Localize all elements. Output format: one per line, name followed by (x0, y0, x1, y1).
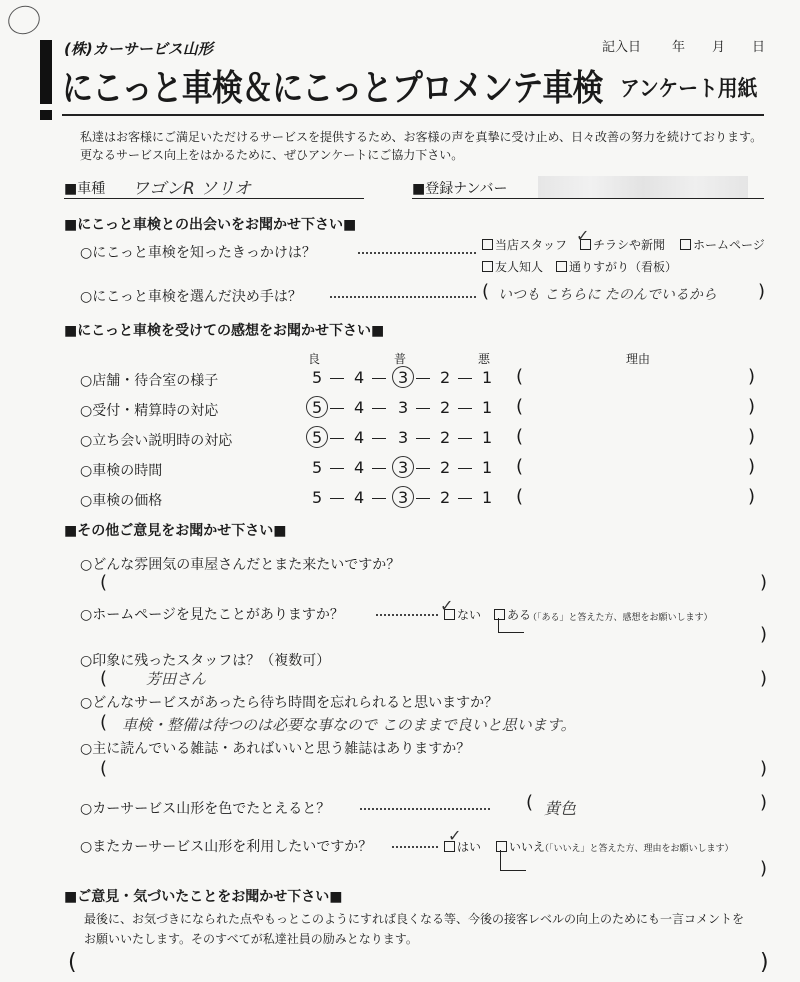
rating-option-5[interactable]: 5 (312, 398, 323, 417)
exclamation-bar-icon (40, 40, 52, 104)
rating-option-4[interactable]: 4 (354, 398, 365, 417)
paren-close: ) (748, 396, 756, 417)
bracket-line (498, 632, 524, 633)
selected-rating-circle (392, 456, 414, 478)
scale-label-bad: 悪 (478, 352, 491, 366)
rating-option-1[interactable]: 1 (482, 488, 493, 507)
q-wait-service: ○どんなサービスがあったら待ち時間を忘れられると思いますか？ (80, 695, 499, 711)
dot-leader (360, 808, 490, 810)
section3-heading: ■その他ご意見をお聞かせ下さい■ (64, 523, 287, 539)
reuse-option-yes[interactable]: はい (444, 838, 481, 855)
page-title: にこっと車検＆にこっとプロメンテ車検 (62, 68, 603, 109)
check-mark: ✓ (576, 226, 590, 245)
check-mark: ✓ (448, 826, 462, 845)
rating-option-2[interactable]: 2 (440, 488, 451, 507)
dot-leader (392, 846, 438, 848)
paren-close: ) (748, 366, 756, 387)
paren-open: ( (100, 572, 108, 593)
scale-dash (458, 408, 472, 409)
pen-circle-mark (4, 1, 44, 38)
paren-close: ) (760, 668, 768, 689)
plate-underline (412, 198, 764, 199)
color-answer[interactable]: 黄色 (544, 799, 577, 818)
section1-heading: ■にこっと車検との出会いをお聞かせ下さい■ (64, 217, 357, 233)
dot-leader (358, 252, 476, 254)
rating-option-5[interactable]: 5 (312, 368, 323, 387)
reuse-option-no[interactable]: いいえ (496, 838, 545, 855)
scale-dash (416, 498, 430, 499)
paren-open: ( (100, 668, 108, 689)
paren-open: ( (516, 426, 524, 447)
scale-dash (372, 468, 386, 469)
scale-dash (458, 468, 472, 469)
rating-item-label: ○車検の時間 (80, 463, 163, 479)
rating-option-2[interactable]: 2 (440, 398, 451, 417)
month-label: 月 (712, 40, 726, 55)
q-reuse: ○またカーサービス山形を利用したいですか？ (80, 839, 373, 855)
paren-close: ) (760, 792, 768, 813)
scale-dash (330, 408, 344, 409)
rating-item-label: ○車検の価格 (80, 493, 163, 509)
option-passing[interactable]: 通りすがり（看板） (556, 258, 677, 275)
scale-dash (416, 378, 430, 379)
rating-option-1[interactable]: 1 (482, 398, 493, 417)
scale-dash (330, 468, 344, 469)
scale-dash (330, 378, 344, 379)
rating-item-label: ○受付・精算時の対応 (80, 403, 219, 419)
paren-open: ( (526, 792, 534, 813)
dot-leader (330, 296, 476, 298)
paren-open: ( (482, 281, 490, 302)
paren-close: ) (748, 486, 756, 507)
scale-dash (416, 408, 430, 409)
staff-answer[interactable]: 芳田さん (146, 670, 207, 688)
rating-option-2[interactable]: 2 (440, 458, 451, 477)
rating-option-4[interactable]: 4 (354, 368, 365, 387)
scale-dash (458, 438, 472, 439)
exclamation-dot-icon (40, 110, 52, 120)
scale-dash (416, 468, 430, 469)
q-homepage: ○ホームページを見たことがありますか？ (80, 607, 344, 623)
section2-heading: ■にこっと車検を受けての感想をお聞かせ下さい■ (64, 323, 385, 339)
bracket-line (500, 870, 526, 871)
scale-dash (330, 438, 344, 439)
rating-option-1[interactable]: 1 (482, 368, 493, 387)
selected-rating-circle (306, 426, 328, 448)
rating-item-label: ○店舗・待合室の様子 (80, 373, 219, 389)
rating-option-5[interactable]: 5 (312, 428, 323, 447)
bracket-line (500, 850, 502, 870)
paren-open: ( (100, 758, 108, 779)
rating-option-2[interactable]: 2 (440, 368, 451, 387)
rating-option-4[interactable]: 4 (354, 458, 365, 477)
rating-option-1[interactable]: 1 (482, 458, 493, 477)
paren-close: ) (748, 456, 756, 477)
deciding-factor-answer[interactable]: いつも こちらに たのんでいるから (498, 287, 717, 303)
homepage-option-no[interactable]: ない (444, 606, 481, 623)
check-mark: ✓ (440, 596, 454, 615)
rating-option-3[interactable]: 3 (398, 458, 409, 477)
dot-leader (376, 614, 438, 616)
paren-close: ) (760, 758, 768, 779)
selected-rating-circle (392, 486, 414, 508)
scale-dash (372, 438, 386, 439)
option-friend[interactable]: 友人知人 (482, 258, 543, 275)
paren-close: ) (760, 858, 768, 879)
page-subtitle: アンケート用紙 (620, 77, 758, 102)
rating-option-3[interactable]: 3 (398, 398, 409, 417)
rating-option-1[interactable]: 1 (482, 428, 493, 447)
year-label: 年 (672, 40, 686, 55)
scale-dash (372, 498, 386, 499)
paren-open: ( (68, 950, 77, 975)
q-color: ○カーサービス山形を色でたとえると？ (80, 801, 331, 817)
vehicle-type-label: ■車種 (64, 181, 106, 197)
option-staff[interactable]: 当店スタッフ (482, 236, 567, 253)
rating-option-5[interactable]: 5 (312, 488, 323, 507)
scale-label-reason: 理由 (626, 352, 651, 366)
q-staff: ○印象に残ったスタッフは？（複数可） (80, 653, 331, 669)
rating-option-3[interactable]: 3 (398, 368, 409, 387)
day-label: 日 (752, 40, 766, 55)
paren-open: ( (516, 486, 524, 507)
scale-dash (372, 408, 386, 409)
intro-line-2: 更なるサービス向上をはかるために、ぜひアンケートにご協力下さい。 (80, 148, 464, 162)
rating-option-2[interactable]: 2 (440, 428, 451, 447)
paren-close: ) (748, 426, 756, 447)
wait-service-answer[interactable]: 車検・整備は待つのは必要な事なので このままで良いと思います。 (122, 716, 576, 734)
paren-open: ( (100, 712, 108, 733)
rating-option-3[interactable]: 3 (398, 488, 409, 507)
reuse-note: （「いいえ」と答えた方、理由をお願いします） (540, 844, 734, 854)
rating-option-3[interactable]: 3 (398, 428, 409, 447)
q-how-found: ○にこっと車検を知ったきっかけは？ (80, 245, 316, 261)
rating-item-label: ○立ち会い説明時の対応 (80, 433, 233, 449)
homepage-option-yes[interactable]: ある (494, 606, 531, 623)
q-deciding-factor: ○にこっと車検を選んだ決め手は？ (80, 289, 302, 305)
rating-option-5[interactable]: 5 (312, 458, 323, 477)
scale-dash (458, 378, 472, 379)
q-atmosphere: ○どんな雰囲気の車屋さんだとまた来たいですか？ (80, 557, 401, 573)
paren-open: ( (516, 366, 524, 387)
paren-close: ) (760, 572, 768, 593)
bracket-line (498, 618, 500, 632)
q-magazine: ○主に読んでいる雑誌・あればいいと思う雑誌はありますか？ (80, 741, 471, 757)
plate-value-redacted (538, 176, 748, 198)
paren-open: ( (516, 396, 524, 417)
title-underline (62, 114, 764, 116)
scale-label-good: 良 (308, 352, 321, 366)
closing-line-2: お願いいたします。そのすべてが私達社員の励みとなります。 (84, 932, 418, 946)
rating-option-4[interactable]: 4 (354, 428, 365, 447)
rating-option-4[interactable]: 4 (354, 488, 365, 507)
selected-rating-circle (306, 396, 328, 418)
plate-label: ■登録ナンバー (412, 181, 508, 197)
vehicle-type-underline (64, 198, 364, 199)
scale-dash (330, 498, 344, 499)
date-label: 記入日 (602, 40, 642, 55)
scale-dash (458, 498, 472, 499)
paren-close: ) (760, 624, 768, 645)
option-homepage[interactable]: ホームページ (680, 236, 765, 253)
scale-dash (372, 378, 386, 379)
homepage-note: （「ある」と答えた方、感想をお願いします） (528, 613, 713, 623)
option-flyer[interactable]: チラシや新聞 (580, 236, 665, 253)
paren-open: ( (516, 456, 524, 477)
closing-line-1: 最後に、お気づきになられた点やもっとこのようにすれば良くなる等、今後の接客レベルの向上のためにも一言コメントを (84, 912, 745, 926)
company-name: (株)カーサービス山形 (64, 40, 213, 58)
scale-dash (416, 438, 430, 439)
paren-close: ) (760, 950, 769, 975)
selected-rating-circle (392, 366, 414, 388)
section4-heading: ■ご意見・気づいたことをお聞かせ下さい■ (64, 889, 343, 905)
paren-close: ) (758, 281, 766, 302)
vehicle-type-value[interactable]: ワゴンR ソリオ (132, 179, 252, 199)
scale-label-average: 普 (394, 352, 407, 366)
intro-line-1: 私達はお客様にご満足いただけるサービスを提供するため、お客様の声を真摯に受け止め、日々改善の努力を続けております。 (80, 130, 763, 144)
